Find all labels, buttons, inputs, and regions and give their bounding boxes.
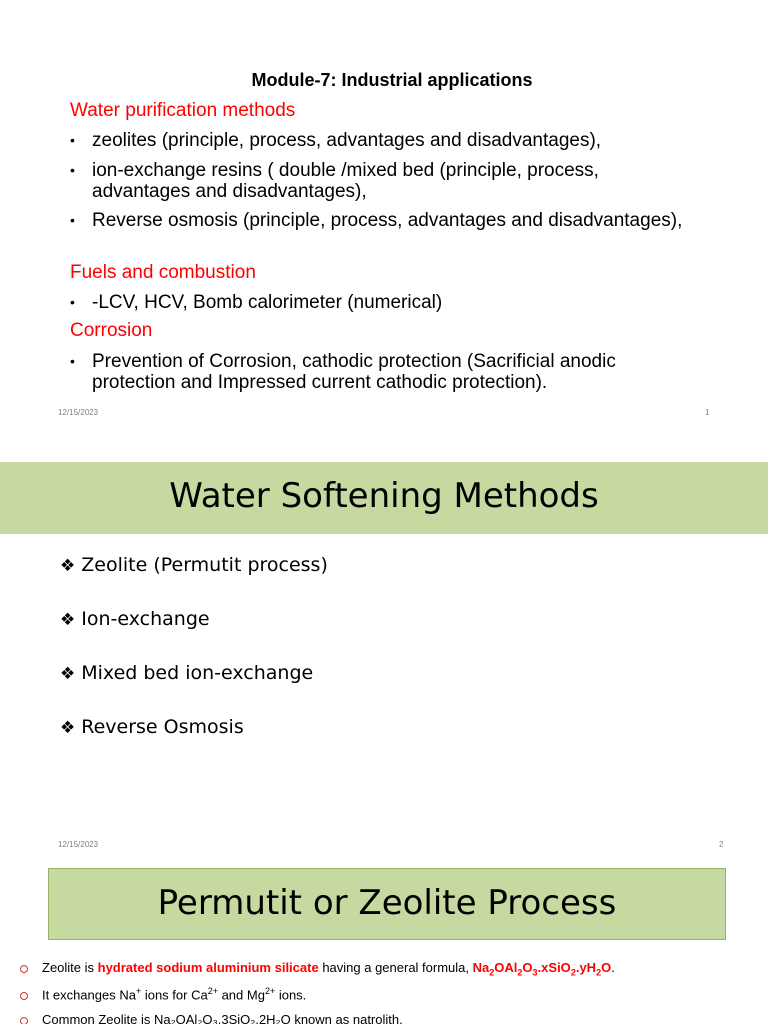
subscript: 2	[596, 967, 602, 978]
subscript: 2	[489, 967, 495, 978]
list-item	[20, 986, 306, 1002]
text: and Mg	[217, 987, 265, 1003]
bullet-icon: •	[70, 353, 75, 369]
list-item-text: Prevention of Corrosion, cathodic protection (Sacrificial anodic protection and Impressed current cathodic protection).	[92, 351, 616, 393]
list-item-text: Reverse Osmosis	[81, 716, 244, 738]
slide-title: Water Softening Methods	[169, 476, 599, 516]
list-item-text: zeolites (principle, process, advantages and disadvantages),	[92, 130, 602, 151]
text: It exchanges Na	[42, 987, 136, 1003]
superscript: 2+	[207, 986, 218, 996]
bullet-icon: •	[70, 162, 75, 178]
section-heading-fuels: Fuels and combustion	[70, 262, 256, 283]
slide-date: 12/15/2023	[58, 840, 99, 849]
text: ions.	[275, 987, 307, 1003]
list-item	[60, 608, 210, 630]
bullet-icon: •	[70, 294, 75, 310]
diamond-bullet-icon: ❖	[60, 556, 76, 576]
subscript: 2	[517, 967, 523, 978]
formula	[472, 960, 612, 978]
list-item	[60, 662, 313, 684]
text: having a general formula,	[318, 960, 473, 975]
slide-1	[0, 0, 768, 432]
list-item	[20, 960, 615, 978]
circle-bullet-icon	[20, 965, 28, 973]
list-item	[70, 351, 690, 393]
subscript: 2	[570, 967, 576, 978]
bullet-icon: •	[70, 212, 75, 228]
slide-date: 12/15/2023	[58, 408, 99, 417]
list-item-text: -LCV, HCV, Bomb calorimeter (numerical)	[92, 292, 443, 313]
bullet-icon: •	[70, 132, 75, 148]
formula-part: Na	[472, 960, 490, 975]
circle-bullet-icon	[20, 1017, 28, 1024]
slide-2	[0, 432, 768, 864]
section-heading-corrosion: Corrosion	[70, 320, 153, 341]
list-item-text: Zeolite (Permutit process)	[81, 554, 328, 576]
text: .	[611, 960, 615, 975]
text: Zeolite is	[42, 960, 98, 975]
section-heading-water-purification: Water purification methods	[70, 100, 296, 121]
formula-part: OAl	[494, 960, 518, 975]
slide-number: 1	[705, 408, 710, 417]
title-band	[0, 462, 768, 534]
list-item-text: Ion-exchange	[81, 608, 210, 630]
formula-part: .yH	[575, 960, 597, 975]
formula-part: O	[601, 960, 612, 975]
list-item	[70, 292, 690, 313]
list-item	[60, 716, 244, 738]
superscript: +	[135, 986, 142, 996]
superscript: 2+	[264, 986, 276, 996]
list-item-text: ion-exchange resins ( double /mixed bed (principle, process, advantages and disadvantages),	[92, 160, 599, 202]
diamond-bullet-icon: ❖	[60, 664, 76, 684]
page-title: Module-7: Industrial applications	[251, 70, 533, 90]
slide-3	[0, 864, 768, 1024]
list-item	[20, 1012, 403, 1024]
list-item	[70, 160, 690, 202]
list-item	[70, 130, 690, 151]
subscript: 3	[532, 967, 538, 978]
formula-part: O	[522, 960, 533, 975]
text: ions for Ca	[141, 987, 208, 1003]
list-item	[60, 554, 328, 576]
list-item	[70, 210, 690, 231]
diamond-bullet-icon: ❖	[60, 718, 76, 738]
slide-number: 2	[719, 840, 724, 849]
text: Common Zeolite is Na₂OAl₂O₃.3SiO₂.2H₂O known as natrolith.	[42, 1012, 403, 1024]
highlight-text: hydrated sodium aluminium silicate	[97, 960, 319, 975]
list-item-text: Reverse osmosis (principle, process, advantages and disadvantages),	[92, 210, 683, 231]
slide-title: Permutit or Zeolite Process	[157, 883, 617, 923]
circle-bullet-icon	[20, 992, 28, 1000]
list-item-text: Mixed bed ion-exchange	[81, 662, 314, 684]
formula-part: .xSiO	[537, 960, 571, 975]
title-box	[48, 868, 726, 940]
diamond-bullet-icon: ❖	[60, 610, 76, 630]
